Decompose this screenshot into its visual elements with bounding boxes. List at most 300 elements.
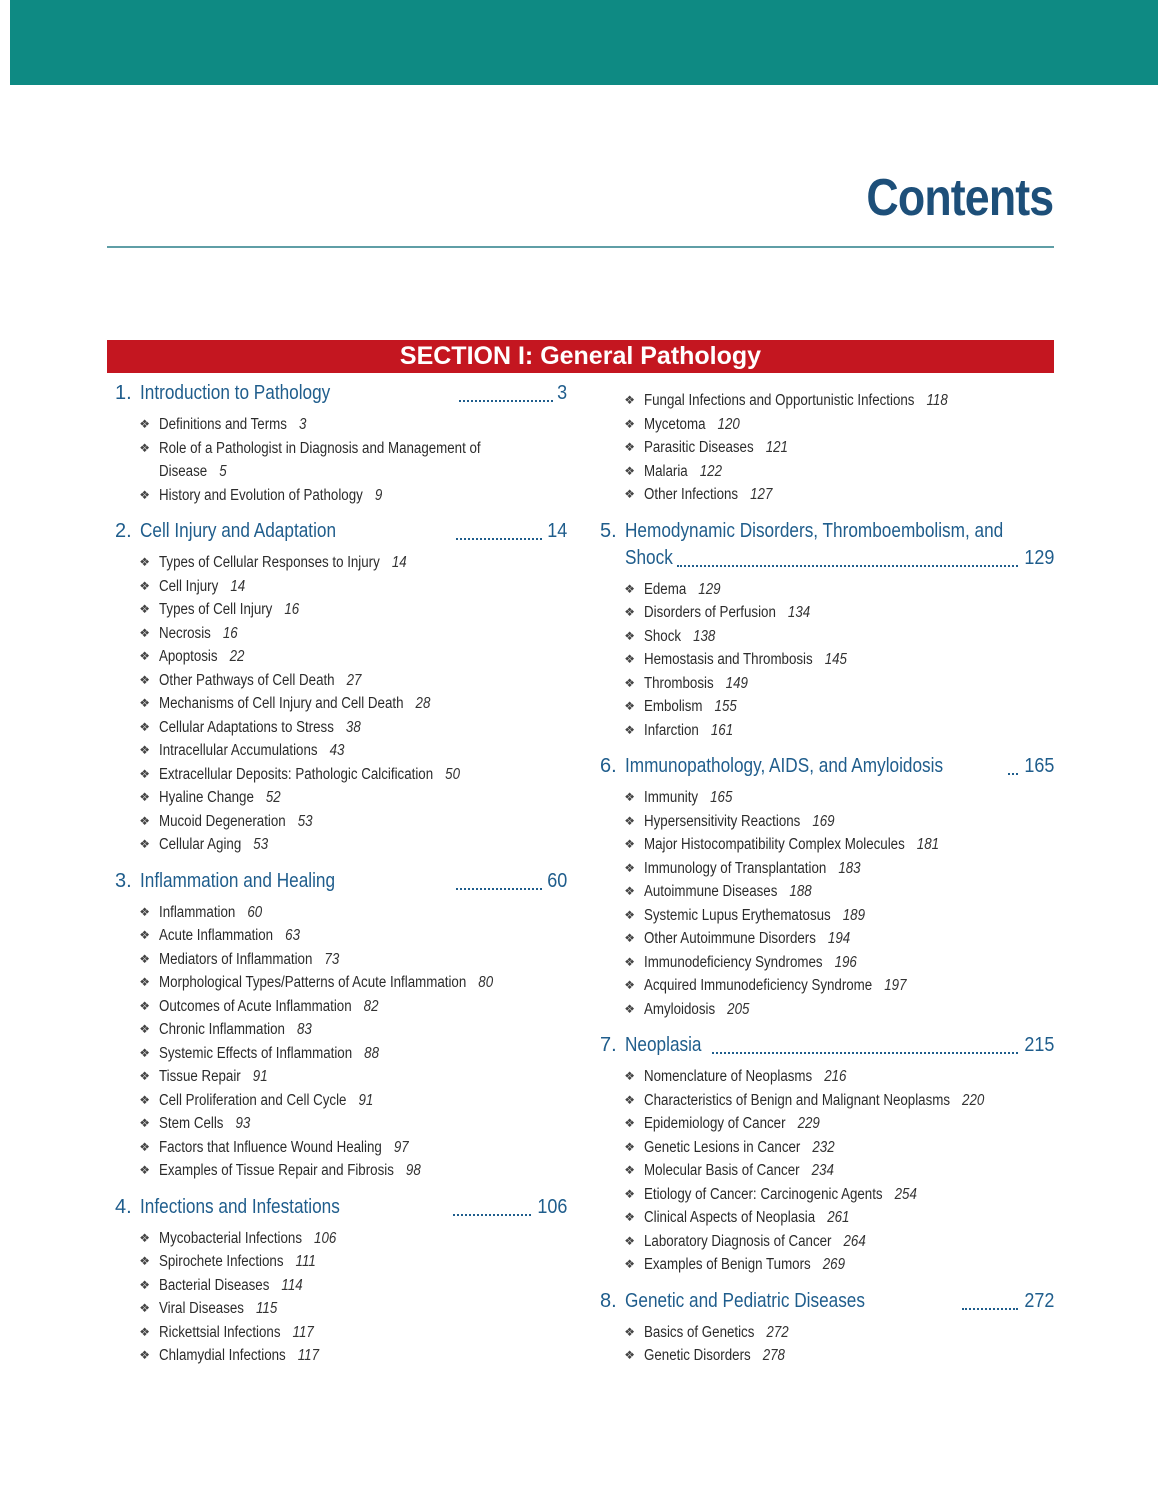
- topic-item[interactable]: [592, 436, 1054, 460]
- topic-label: Definitions and Terms: [159, 416, 287, 433]
- topic-page: 115: [256, 1300, 278, 1317]
- topic-page: 138: [693, 627, 716, 645]
- diamond-dots-bullet-icon: ❖: [139, 440, 150, 455]
- diamond-dots-bullet-icon: ❖: [139, 975, 150, 989]
- topic-label: Other Infections: [644, 486, 739, 503]
- diamond-dots-bullet-icon: ❖: [139, 837, 150, 851]
- dot-leader: [453, 1214, 531, 1216]
- diamond-dots-bullet-icon: ❖: [139, 649, 150, 663]
- chapter-title: Cell Injury and Adaptation: [140, 520, 337, 542]
- topic-label: Factors that Influence Wound Healing: [159, 1138, 382, 1156]
- diamond-dots-bullet-icon: ❖: [624, 978, 635, 992]
- topic-page: 188: [789, 883, 812, 900]
- chapter-title: Neoplasia: [625, 1034, 702, 1056]
- chapter-5[interactable]: [592, 518, 1054, 743]
- topic-page: 129: [698, 580, 721, 598]
- diamond-dots-bullet-icon: ❖: [139, 998, 150, 1013]
- topic-label: Fungal Infections and Opportunistic Infections: [644, 392, 915, 409]
- topic-item[interactable]: [592, 927, 1054, 951]
- topic-label: Systemic Lupus Erythematosus: [644, 906, 831, 924]
- topic-page: 229: [797, 1115, 820, 1132]
- dot-leader: [459, 400, 553, 402]
- topic-label: Embolism: [644, 698, 703, 715]
- topic-page: 52: [265, 789, 281, 806]
- dot-leader: [677, 565, 1018, 567]
- diamond-dots-bullet-icon: ❖: [139, 602, 150, 616]
- topic-item[interactable]: [107, 1344, 567, 1368]
- topic-page: 27: [346, 671, 362, 689]
- topic-label: Molecular Basis of Cancer: [644, 1162, 800, 1179]
- topic-item[interactable]: [592, 998, 1054, 1022]
- topic-item[interactable]: [592, 460, 1054, 484]
- diamond-dots-bullet-icon: ❖: [139, 1301, 150, 1315]
- dot-leader: [1008, 773, 1018, 775]
- topic-page: 122: [699, 462, 723, 480]
- topic-page: 53: [253, 836, 269, 853]
- diamond-dots-bullet-icon: ❖: [139, 1348, 150, 1362]
- topic-label: Necrosis: [159, 624, 211, 642]
- topic-label-continued: Disease: [159, 463, 208, 480]
- diamond-dots-bullet-icon: ❖: [139, 625, 150, 640]
- topic-page: 16: [284, 601, 300, 618]
- topic-page: 155: [714, 698, 737, 715]
- topic-item[interactable]: [107, 948, 567, 972]
- topic-page: 169: [812, 812, 835, 830]
- topic-item[interactable]: [592, 904, 1054, 928]
- topic-label: Major Histocompatibility Complex Molecules: [644, 836, 905, 853]
- topic-item[interactable]: [107, 995, 567, 1019]
- topic-page: 82: [363, 997, 379, 1015]
- topic-item[interactable]: [592, 1065, 1054, 1089]
- chapter-heading[interactable]: [107, 1194, 567, 1221]
- toc-column-right: [592, 380, 1054, 1368]
- topic-page: 93: [235, 1115, 251, 1132]
- chapter-number: 6.: [600, 755, 617, 777]
- topic-page: 16: [222, 624, 238, 642]
- topic-item[interactable]: [107, 786, 567, 810]
- topic-page: 254: [894, 1185, 917, 1203]
- chapter-number: 8.: [600, 1289, 617, 1312]
- topic-item[interactable]: [107, 1321, 567, 1345]
- topic-item[interactable]: [592, 1112, 1054, 1136]
- chapter-6[interactable]: [592, 753, 1054, 1021]
- diamond-dots-bullet-icon: ❖: [624, 722, 635, 737]
- diamond-dots-bullet-icon: ❖: [624, 884, 635, 898]
- topic-page: 145: [824, 651, 847, 668]
- diamond-dots-bullet-icon: ❖: [139, 1069, 150, 1083]
- diamond-dots-bullet-icon: ❖: [139, 555, 150, 569]
- topic-page: 117: [292, 1323, 314, 1341]
- topic-page: 181: [916, 836, 940, 853]
- topic-page: 3: [298, 416, 307, 433]
- topic-item[interactable]: [107, 1274, 567, 1298]
- topic-page: 91: [252, 1068, 268, 1085]
- topic-label: Chronic Inflammation: [159, 1021, 285, 1038]
- topic-page: 220: [962, 1091, 985, 1109]
- topic-item[interactable]: [592, 625, 1054, 649]
- topic-label: Outcomes of Acute Inflammation: [159, 997, 352, 1015]
- topic-page: 278: [762, 1347, 785, 1364]
- topic-page: 88: [364, 1044, 379, 1062]
- chapter-page: 129: [1023, 546, 1054, 569]
- topic-label: Immunodeficiency Syndromes: [644, 953, 823, 971]
- diamond-dots-bullet-icon: ❖: [624, 652, 635, 666]
- topic-label: Hemostasis and Thrombosis: [644, 651, 813, 668]
- diamond-dots-bullet-icon: ❖: [624, 675, 635, 690]
- diamond-dots-bullet-icon: ❖: [139, 1254, 150, 1268]
- chapter-8[interactable]: [592, 1288, 1054, 1368]
- chapter-title: Introduction to Pathology: [140, 382, 331, 404]
- topic-page: 117: [297, 1347, 320, 1364]
- chapter-page: 106: [536, 1195, 567, 1218]
- topic-label: Viral Diseases: [159, 1300, 244, 1317]
- diamond-dots-bullet-icon: ❖: [624, 1092, 635, 1107]
- topic-item[interactable]: [592, 974, 1054, 998]
- topic-item[interactable]: [107, 739, 567, 763]
- topic-item[interactable]: [107, 692, 567, 716]
- topic-label: Mycetoma: [644, 415, 706, 433]
- topic-page: 264: [843, 1232, 866, 1250]
- topic-item[interactable]: [592, 1253, 1054, 1277]
- diamond-dots-bullet-icon: ❖: [624, 1001, 635, 1016]
- topic-item[interactable]: [107, 1250, 567, 1274]
- topic-label: Inflammation: [159, 903, 236, 921]
- chapter-page: 60: [546, 869, 568, 892]
- chapter-number: 5.: [600, 519, 617, 542]
- chapter-page: 215: [1023, 1034, 1054, 1056]
- topic-item[interactable]: [592, 786, 1054, 810]
- topic-item[interactable]: [592, 857, 1054, 881]
- diamond-dots-bullet-icon: ❖: [624, 605, 635, 619]
- chapter-page: 165: [1023, 755, 1055, 777]
- diamond-dots-bullet-icon: ❖: [624, 837, 635, 851]
- diamond-dots-bullet-icon: ❖: [624, 1139, 635, 1154]
- topic-page: 272: [766, 1323, 789, 1341]
- topic-label: Cell Injury: [159, 577, 219, 595]
- chapter-heading[interactable]: [592, 753, 1054, 780]
- diamond-dots-bullet-icon: ❖: [624, 1233, 635, 1248]
- dot-leader: [712, 1052, 1018, 1054]
- chapter-heading[interactable]: [107, 518, 567, 545]
- topic-label: Mucoid Degeneration: [159, 812, 286, 830]
- topic-page: 134: [787, 604, 811, 621]
- diamond-dots-bullet-icon: ❖: [139, 790, 150, 804]
- topic-label: Hypersensitivity Reactions: [644, 812, 801, 830]
- topic-page: 183: [838, 859, 861, 877]
- topic-page: 38: [345, 718, 361, 736]
- topic-label: Basics of Genetics: [644, 1323, 755, 1341]
- diamond-dots-bullet-icon: ❖: [624, 860, 635, 875]
- topic-item[interactable]: [107, 901, 567, 925]
- topic-label: Cellular Adaptations to Stress: [159, 718, 334, 736]
- topic-label: Other Pathways of Cell Death: [159, 671, 335, 689]
- topic-page: 205: [727, 1000, 750, 1018]
- diamond-dots-bullet-icon: ❖: [624, 581, 635, 596]
- topic-page: 234: [811, 1162, 834, 1179]
- diamond-dots-bullet-icon: ❖: [139, 417, 150, 431]
- topic-item[interactable]: [107, 437, 567, 484]
- section-banner: SECTION I: General Pathology: [107, 340, 1054, 373]
- topic-item[interactable]: [592, 810, 1054, 834]
- topic-label: Stem Cells: [159, 1115, 224, 1132]
- topic-label: Cellular Aging: [159, 836, 242, 853]
- topic-item[interactable]: [592, 719, 1054, 743]
- chapter-7[interactable]: [592, 1032, 1054, 1277]
- chapter-title-continued: Shock: [625, 546, 673, 569]
- topic-item[interactable]: [107, 833, 567, 857]
- diamond-dots-bullet-icon: ❖: [139, 1163, 150, 1177]
- topic-item[interactable]: [107, 1227, 567, 1251]
- topic-item[interactable]: [107, 575, 567, 599]
- chapter-number: 7.: [600, 1034, 617, 1056]
- chapter-heading[interactable]: [592, 1032, 1054, 1059]
- diamond-dots-bullet-icon: ❖: [139, 951, 150, 966]
- topic-page: 28: [415, 695, 431, 712]
- topic-item[interactable]: [592, 880, 1054, 904]
- chapter-heading-line2[interactable]: [592, 545, 1054, 572]
- topic-label: Thrombosis: [644, 674, 714, 692]
- topic-label: Types of Cellular Responses to Injury: [159, 554, 380, 571]
- topic-page: 165: [710, 789, 733, 806]
- chapter-2[interactable]: [107, 518, 567, 857]
- diamond-dots-bullet-icon: ❖: [139, 1045, 150, 1060]
- topic-label: Acquired Immunodeficiency Syndrome: [644, 977, 873, 994]
- diamond-dots-bullet-icon: ❖: [624, 487, 635, 501]
- chapter-4[interactable]: [107, 1194, 567, 1368]
- topic-item[interactable]: [107, 971, 567, 995]
- topic-label: Immunity: [644, 789, 699, 806]
- topic-label: Spirochete Infections: [159, 1253, 284, 1270]
- diamond-dots-bullet-icon: ❖: [624, 1324, 635, 1339]
- chapter-1[interactable]: [107, 380, 567, 507]
- topic-item[interactable]: [592, 1206, 1054, 1230]
- diamond-dots-bullet-icon: ❖: [139, 578, 150, 593]
- diamond-dots-bullet-icon: ❖: [139, 743, 150, 757]
- topic-item[interactable]: [592, 1230, 1054, 1254]
- topic-item[interactable]: [107, 484, 567, 508]
- topic-label: Nomenclature of Neoplasms: [644, 1068, 813, 1085]
- topic-label: Edema: [644, 580, 687, 598]
- topic-page: 80: [478, 974, 494, 991]
- topic-item[interactable]: [592, 672, 1054, 696]
- dot-leader: [456, 888, 542, 890]
- chapter-heading[interactable]: [107, 380, 567, 407]
- topic-label: Genetic Disorders: [644, 1347, 751, 1364]
- diamond-dots-bullet-icon: ❖: [624, 628, 635, 643]
- diamond-dots-bullet-icon: ❖: [624, 440, 635, 454]
- diamond-dots-bullet-icon: ❖: [624, 790, 635, 804]
- topic-page: 118: [926, 392, 948, 409]
- topic-label: Systemic Effects of Inflammation: [159, 1044, 353, 1062]
- topic-label: Intracellular Accumulations: [159, 742, 318, 759]
- topic-page: 53: [297, 812, 313, 830]
- topic-item[interactable]: [107, 645, 567, 669]
- topic-item[interactable]: [592, 413, 1054, 437]
- topic-page: 196: [834, 953, 857, 971]
- topic-page: 111: [295, 1253, 316, 1270]
- chapter-heading[interactable]: [592, 1288, 1054, 1315]
- chapter-page: 272: [1023, 1289, 1055, 1312]
- topic-label: Apoptosis: [159, 648, 218, 665]
- topic-item[interactable]: [592, 951, 1054, 975]
- diamond-dots-bullet-icon: ❖: [624, 931, 635, 945]
- topic-label: Mediators of Inflammation: [159, 950, 313, 968]
- topic-label: Laboratory Diagnosis of Cancer: [644, 1232, 832, 1250]
- topic-label: Autoimmune Diseases: [644, 883, 778, 900]
- topic-item[interactable]: [592, 1344, 1054, 1368]
- topic-item[interactable]: [592, 1089, 1054, 1113]
- topic-item[interactable]: [592, 601, 1054, 625]
- diamond-dots-bullet-icon: ❖: [624, 1069, 635, 1083]
- topic-label: Amyloidosis: [644, 1000, 716, 1018]
- topic-label: Malaria: [644, 462, 688, 480]
- topic-page: 50: [445, 765, 461, 783]
- chapter-number: 2.: [115, 520, 132, 542]
- diamond-dots-bullet-icon: ❖: [139, 1230, 150, 1245]
- topic-item[interactable]: [107, 1112, 567, 1136]
- diamond-dots-bullet-icon: ❖: [624, 907, 635, 922]
- topic-label: Role of a Pathologist in Diagnosis and Management of: [159, 439, 481, 457]
- diamond-dots-bullet-icon: ❖: [139, 1324, 150, 1339]
- topic-label: Cell Proliferation and Cell Cycle: [159, 1091, 347, 1109]
- diamond-dots-bullet-icon: ❖: [139, 696, 150, 710]
- topic-label: Characteristics of Benign and Malignant Neoplasms: [644, 1091, 951, 1109]
- diamond-dots-bullet-icon: ❖: [624, 1348, 635, 1362]
- topic-label: Mechanisms of Cell Injury and Cell Death: [159, 695, 404, 712]
- topic-item[interactable]: [107, 763, 567, 787]
- topic-item[interactable]: [107, 1136, 567, 1160]
- chapter-page: 3: [557, 382, 568, 404]
- topic-label: Infarction: [644, 721, 699, 739]
- topic-label: Chlamydial Infections: [159, 1347, 286, 1364]
- diamond-dots-bullet-icon: ❖: [139, 928, 150, 942]
- topic-label: Tissue Repair: [159, 1068, 241, 1085]
- topic-label: Clinical Aspects of Neoplasia: [644, 1209, 816, 1226]
- diamond-dots-bullet-icon: ❖: [624, 1163, 635, 1177]
- topic-page: 5: [219, 463, 227, 480]
- chapter-4-continued: [592, 389, 1054, 507]
- chapter-number: 3.: [115, 869, 132, 892]
- diamond-dots-bullet-icon: ❖: [624, 463, 635, 478]
- topic-item[interactable]: [592, 648, 1054, 672]
- topic-page: 91: [358, 1091, 374, 1109]
- topic-item[interactable]: [107, 716, 567, 740]
- topic-item[interactable]: [592, 695, 1054, 719]
- topic-label: History and Evolution of Pathology: [159, 486, 363, 504]
- topic-label: Disorders of Perfusion: [644, 604, 776, 621]
- topic-label: Examples of Tissue Repair and Fibrosis: [159, 1162, 394, 1179]
- diamond-dots-bullet-icon: ❖: [624, 699, 635, 713]
- topic-page: 161: [710, 721, 734, 739]
- diamond-dots-bullet-icon: ❖: [139, 1022, 150, 1036]
- topic-label: Epidemiology of Cancer: [644, 1115, 786, 1132]
- topic-page: 120: [717, 415, 740, 433]
- topic-label: Bacterial Diseases: [159, 1276, 270, 1294]
- diamond-dots-bullet-icon: ❖: [624, 1186, 635, 1201]
- topic-item[interactable]: [592, 1159, 1054, 1183]
- topic-label: Mycobacterial Infections: [159, 1229, 303, 1247]
- topic-page: 9: [374, 486, 383, 504]
- topic-item[interactable]: [592, 833, 1054, 857]
- topic-item[interactable]: [107, 1159, 567, 1183]
- topic-label: Examples of Benign Tumors: [644, 1256, 811, 1273]
- topic-item[interactable]: [592, 1136, 1054, 1160]
- topic-page: 22: [229, 648, 245, 665]
- topic-page: 60: [247, 903, 263, 921]
- chapter-number: 1.: [115, 382, 132, 404]
- topic-item[interactable]: [107, 598, 567, 622]
- diamond-dots-bullet-icon: ❖: [139, 904, 150, 919]
- title-rule: [107, 246, 1054, 248]
- topic-label: Rickettsial Infections: [159, 1323, 281, 1341]
- topic-item[interactable]: [107, 924, 567, 948]
- topic-label: Etiology of Cancer: Carcinogenic Agents: [644, 1185, 883, 1203]
- topic-page: 114: [281, 1276, 303, 1294]
- topic-page: 232: [812, 1138, 835, 1156]
- topic-item[interactable]: [592, 1183, 1054, 1207]
- topic-page: 73: [324, 950, 340, 968]
- topic-item[interactable]: [107, 1042, 567, 1066]
- diamond-dots-bullet-icon: ❖: [624, 813, 635, 828]
- topic-page: 43: [329, 742, 345, 759]
- topic-page: 197: [884, 977, 907, 994]
- topic-item[interactable]: [107, 810, 567, 834]
- diamond-dots-bullet-icon: ❖: [139, 719, 150, 734]
- diamond-dots-bullet-icon: ❖: [624, 1257, 635, 1271]
- topic-label: Morphological Types/Patterns of Acute Inflammation: [159, 974, 467, 991]
- topic-page: 83: [296, 1021, 312, 1038]
- chapter-heading[interactable]: [592, 518, 1054, 545]
- topic-label: Extracellular Deposits: Pathologic Calcification: [159, 765, 434, 783]
- topic-item[interactable]: [107, 1065, 567, 1089]
- diamond-dots-bullet-icon: ❖: [139, 766, 150, 781]
- topic-item[interactable]: [592, 578, 1054, 602]
- topic-item[interactable]: [107, 551, 567, 575]
- diamond-dots-bullet-icon: ❖: [139, 487, 150, 502]
- topic-item[interactable]: [592, 483, 1054, 507]
- chapter-3[interactable]: [107, 868, 567, 1183]
- chapter-title: Inflammation and Healing: [140, 869, 336, 892]
- topic-label: Hyaline Change: [159, 789, 254, 806]
- topic-item[interactable]: [107, 1018, 567, 1042]
- chapter-title: Infections and Infestations: [140, 1195, 340, 1218]
- topic-page: 98: [405, 1162, 421, 1179]
- topic-item[interactable]: [107, 1297, 567, 1321]
- topic-label: Immunology of Transplantation: [644, 859, 827, 877]
- topic-item[interactable]: [592, 1321, 1054, 1345]
- topic-item[interactable]: [107, 413, 567, 437]
- diamond-dots-bullet-icon: ❖: [139, 1139, 150, 1154]
- topic-item[interactable]: [107, 669, 567, 693]
- topic-page: 97: [393, 1138, 409, 1156]
- diamond-dots-bullet-icon: ❖: [139, 813, 150, 828]
- chapter-title: Immunopathology, AIDS, and Amyloidosis: [625, 755, 944, 777]
- diamond-dots-bullet-icon: ❖: [139, 1092, 150, 1107]
- topic-page: 269: [822, 1256, 845, 1273]
- dot-leader: [962, 1308, 1017, 1310]
- topic-item[interactable]: [592, 389, 1054, 413]
- chapter-page: 14: [546, 520, 567, 542]
- topic-item[interactable]: [107, 622, 567, 646]
- topic-page: 189: [842, 906, 865, 924]
- topic-page: 14: [391, 554, 407, 571]
- chapter-title: Genetic and Pediatric Diseases: [625, 1289, 865, 1312]
- chapter-heading[interactable]: [107, 868, 567, 895]
- topic-label: Genetic Lesions in Cancer: [644, 1138, 801, 1156]
- topic-item[interactable]: [107, 1089, 567, 1113]
- topic-label: Shock: [644, 627, 682, 645]
- toc-column-left: [107, 380, 567, 1368]
